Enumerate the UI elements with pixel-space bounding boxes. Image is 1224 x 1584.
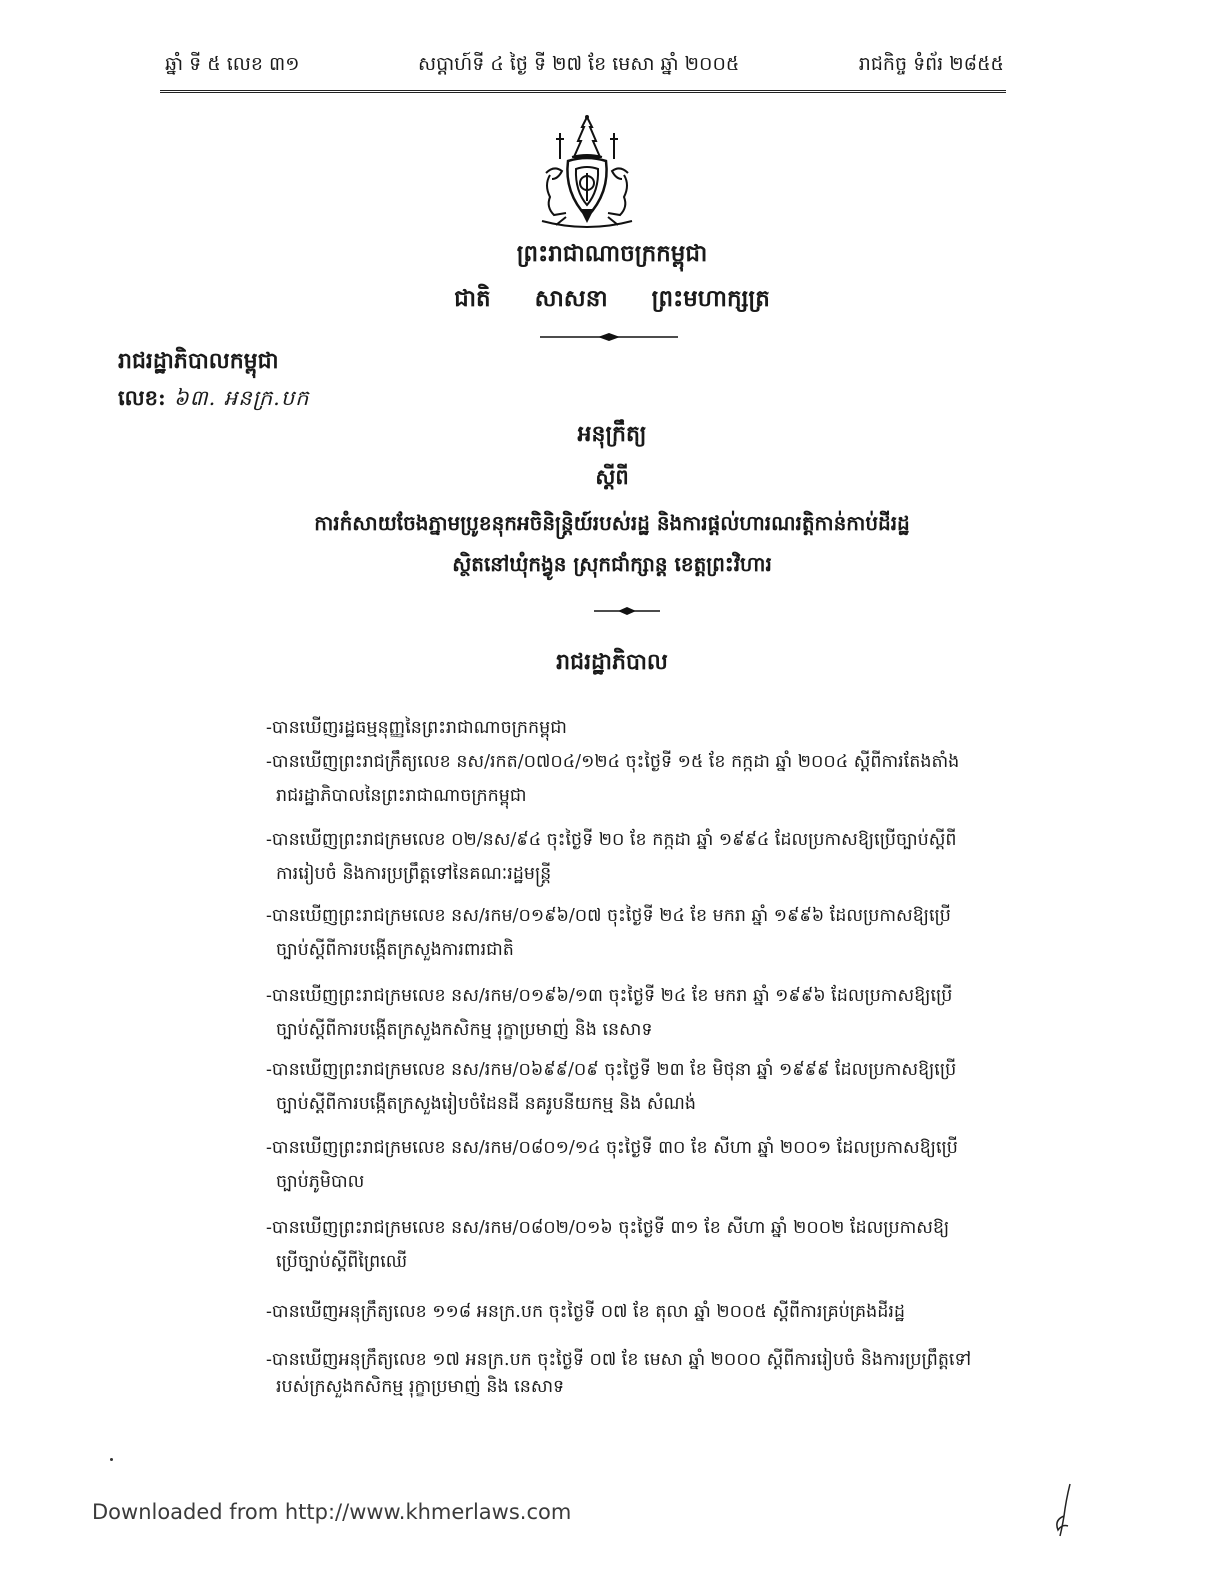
- motto-king: ព្រះមហាក្សត្រ: [651, 285, 770, 312]
- scan-speck: [110, 1458, 113, 1461]
- document-number-label: លេខ:: [118, 385, 166, 410]
- gazette-date: សប្តាហ៍ទី ៤ ថ្ងៃ ទី ២៧ ខែ មេសា ឆ្នាំ ២០០៥: [418, 53, 740, 75]
- government-name: រាជរដ្ឋាភិបាលកម្ពុជា: [118, 348, 279, 374]
- title-divider-ornament: [594, 607, 660, 615]
- download-source-footer: Downloaded from http://www.khmerlaws.com: [92, 1500, 572, 1524]
- recital-item: -បានឃើញព្រះរាជក្រមលេខ នស/រកម/០១៩៦/០៧ ចុះថ្ងៃទី ២៤ ខែ មករា ឆ្នាំ ១៩៩៦ ដែលប្រកាសឱ្យប្រើ ច្បាប់ស្តីពីការបង្កើតក្រសួងការពារជាតិ: [266, 906, 951, 960]
- issuing-authority: រាជរដ្ឋាភិបាល: [556, 649, 668, 675]
- recital-item: -បានឃើញព្រះរាជក្រមលេខ នស/រកម/០៦៩៩/០៩ ចុះថ្ងៃទី ២៣ ខែ មិថុនា ឆ្នាំ ១៩៩៩ ដែលប្រកាសឱ្យប្រើ ច្បាប់ស្តីពីការបង្កើតក្រសួងរៀបចំដែនដី នគរូបនីយកម្ម និង សំណង់: [266, 1060, 957, 1114]
- motto-religion: សាសនា: [534, 285, 608, 312]
- recital-item: -បានឃើញព្រះរាជក្រមលេខ នស/រកម/០៨០២/០១៦ ចុះថ្ងៃទី ៣១ ខែ សីហា ឆ្នាំ ២០០២ ដែលប្រកាសឱ្យ ប្រើច្បាប់ស្តីពីព្រៃឈើ: [266, 1218, 950, 1272]
- recital-item: -បានឃើញព្រះរាជក្រមលេខ នស/រកម/០១៩៦/១៣ ចុះថ្ងៃទី ២៤ ខែ មករា ឆ្នាំ ១៩៩៦ ដែលប្រកាសឱ្យប្រើ ច្បាប់ស្តីពីការបង្កើតក្រសួងកសិកម្ម រុក្ខាប្រមាញ់ និង នេសាទ: [266, 986, 953, 1040]
- initials-mark-icon: [1040, 1480, 1080, 1540]
- royal-emblem-icon: [536, 113, 638, 235]
- document-title-line-1: ការកំសាយចែងភ្នាមប្រូខនុកអចិនិន្រ្តិយ៍របស់រដ្ឋ និងការផ្តល់ហារណរត្តិកាន់កាប់ដីរដ្ឋ: [314, 511, 910, 535]
- document-number-value: ៦៣. អនក្រ.បក: [173, 386, 310, 410]
- recital-item: -បានឃើញព្រះរាជក្រមលេខ នស/រកម/០៨០១/១៤ ចុះថ្ងៃទី ៣០ ខែ សីហា ឆ្នាំ ២០០១ ដែលប្រកាសឱ្យប្រើ ច្បាប់ភូមិបាល: [266, 1138, 958, 1192]
- recital-item: -បានឃើញព្រះរាជក្រឹត្យលេខ នស/រកត/០៧០៤/១២៤ ចុះថ្ងៃទី ១៥ ខែ កក្កដា ឆ្នាំ ២០០៤ ស្តីពីការតែងតាំង រាជរដ្ឋាភិបាលនៃព្រះរាជាណាចក្រកម្ពុជា: [266, 752, 960, 806]
- kingdom-title: ព្រះរាជាណាចក្រកម្ពុជា: [516, 240, 708, 267]
- gazette-page-number: រាជកិច្ច ទំព័រ ២៨៥៥: [858, 53, 1004, 75]
- document-about: ស្តីពី: [595, 464, 629, 489]
- recital-item: -បានឃើញអនុក្រឹត្យលេខ ១១៨ អនក្រ.បក ចុះថ្ងៃទី ០៧ ខែ តុលា ឆ្នាំ ២០០៥ ស្តីពីការគ្រប់គ្រងដីរដ្ឋ: [266, 1302, 906, 1322]
- motto-nation: ជាតិ: [454, 285, 491, 312]
- recital-item: -បានឃើញរដ្ឋធម្មនុញ្ញនៃព្រះរាជាណាចក្រកម្ពុជា: [266, 718, 567, 738]
- header-divider: [160, 90, 1006, 93]
- document-number: [118, 385, 310, 416]
- recital-item: -បានឃើញព្រះរាជក្រមលេខ ០២/នស/៩៤ ចុះថ្ងៃទី ២០ ខែ កក្កដា ឆ្នាំ ១៩៩៤ ដែលប្រកាសឱ្យប្រើច្បាប់ស្តីពី ការរៀបចំ និងការប្រព្រឹត្តទៅនៃគណៈរដ្ឋមន្ត្រី: [266, 830, 957, 884]
- gazette-header: [160, 50, 1004, 84]
- divider-ornament: [540, 333, 678, 341]
- document-title-line-2: ស្ថិតនៅឃុំកង្វូន ស្រុកជាំក្សាន្ត ខេត្តព្រះវិហារ: [452, 552, 772, 576]
- gazette-issue: ឆ្នាំ ទី ៥ លេខ ៣១: [165, 53, 300, 75]
- national-motto: [0, 285, 1224, 318]
- recital-item: -បានឃើញអនុក្រឹត្យលេខ ១៧ អនក្រ.បក ចុះថ្ងៃទី ០៧ ខែ មេសា ឆ្នាំ ២០០០ ស្តីពីការរៀបចំ និងការប្រព្រឹត្តទៅ របស់ក្រសួងកសិកម្ម រុក្ខាប្រមាញ់ និង នេសាទ: [266, 1350, 972, 1397]
- document-type: អនុក្រឹត្យ: [577, 421, 647, 447]
